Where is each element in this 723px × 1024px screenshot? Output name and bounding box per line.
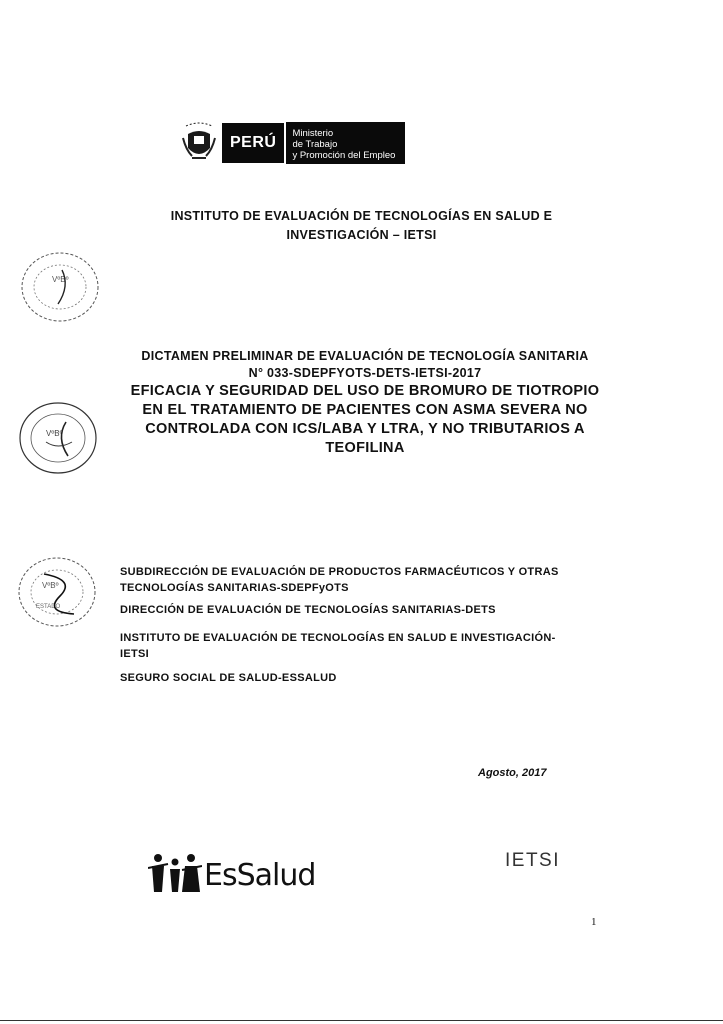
vobo-stamp-icon (18, 248, 102, 326)
coat-of-arms-icon (180, 120, 218, 166)
ietsi-logo: IETSI (505, 850, 561, 871)
dictamen-subject-line: EFICACIA Y SEGURIDAD DEL USO DE BROMURO DE TIOTROPIO (130, 383, 600, 399)
office-line: SUBDIRECCIÓN DE EVALUACIÓN DE PRODUCTOS FARMACÉUTICOS Y OTRAS (120, 566, 559, 578)
svg-text:VºBº: VºBº (52, 275, 69, 284)
essalud-logo-text: EsSalud (204, 858, 316, 893)
vobo-stamp-icon (16, 398, 100, 478)
institute-title (120, 207, 603, 245)
office-line: IETSI (120, 648, 150, 660)
office-line: INSTITUTO DE EVALUACIÓN DE TECNOLOGÍAS EN SALUD E INVESTIGACIÓN- (120, 632, 556, 644)
institute-title-line: INVESTIGACIÓN – IETSI (286, 228, 437, 242)
dictamen-line: DICTAMEN PRELIMINAR DE EVALUACIÓN DE TECNOLOGÍA SANITARIA (141, 349, 589, 363)
direccion-office: DIRECCIÓN DE EVALUACIÓN DE TECNOLOGÍAS SANITARIAS-DETS (120, 604, 496, 616)
instituto-office (120, 630, 640, 662)
ministry-line: de Trabajo (292, 138, 338, 150)
page-number: 1 (591, 916, 597, 928)
ministry-name (286, 122, 405, 164)
seguro-office: SEGURO SOCIAL DE SALUD-ESSALUD (120, 672, 337, 684)
dictamen-subject-line: TEOFILINA (325, 440, 405, 456)
peru-label: PERÚ (222, 123, 286, 163)
dictamen-number: N° 033-SDEPFYOTS-DETS-IETSI-2017 (248, 366, 482, 380)
svg-text:VºBº: VºBº (42, 581, 59, 590)
essalud-logo (148, 852, 315, 892)
ministry-line: y Promoción del Empleo (292, 149, 396, 161)
ministry-line: Ministerio (292, 127, 334, 139)
office-line: TECNOLOGÍAS SANITARIAS-SDEPFyOTS (120, 582, 349, 594)
family-icon (148, 852, 202, 892)
svg-text:ESTADO: ESTADO (36, 604, 61, 610)
document-date: Agosto, 2017 (478, 767, 547, 779)
vobo-stamp-icon (14, 552, 100, 632)
page-bottom-rule (0, 1020, 723, 1021)
subdireccion-office (120, 564, 640, 596)
dictamen-title (95, 348, 635, 458)
dictamen-subject-line: CONTROLADA CON ICS/LABA Y LTRA, Y NO TRIBUTARIOS A (145, 421, 585, 437)
ministry-logo (180, 120, 405, 166)
dictamen-subject-line: EN EL TRATAMIENTO DE PACIENTES CON ASMA SEVERA NO (142, 402, 588, 418)
institute-title-line: INSTITUTO DE EVALUACIÓN DE TECNOLOGÍAS EN SALUD E (170, 209, 553, 223)
svg-text:VºBº: VºBº (46, 429, 63, 438)
